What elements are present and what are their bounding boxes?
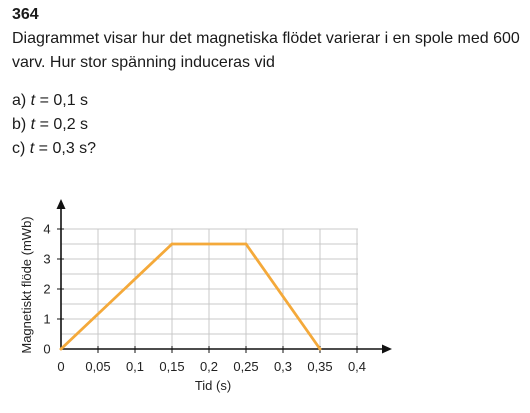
y-tick-label: 2: [43, 281, 51, 297]
x-tick-label: 0,2: [199, 359, 219, 374]
x-axis-label: Tid (s): [194, 378, 232, 393]
y-axis-arrow: [57, 199, 66, 209]
chart-axes: [57, 199, 393, 354]
x-tick-label: 0,05: [85, 359, 111, 374]
question-variable: t: [30, 116, 36, 133]
flux-line: [61, 244, 320, 349]
y-tick-label: 0: [43, 341, 51, 357]
x-tick-label: 0,25: [233, 359, 259, 374]
question-variable: t: [29, 140, 35, 157]
x-tick-label: 0,1: [125, 359, 145, 374]
question-label: b): [12, 116, 31, 133]
problem-number: 364: [12, 6, 39, 23]
y-tick-label: 3: [43, 251, 51, 267]
flux-point: [60, 348, 63, 351]
x-tick-label: 0,35: [307, 359, 333, 374]
flux-point: [171, 243, 174, 246]
x-tick-label: 0,3: [273, 359, 293, 374]
x-tick-label: 0,15: [159, 359, 185, 374]
question-label: a): [12, 92, 31, 109]
chart-grid: [61, 229, 358, 349]
y-axis-label: Magnetiskt flöde (mWb): [19, 216, 34, 354]
flux-point: [319, 348, 322, 351]
question-label: c): [12, 140, 30, 157]
x-tick-label: 0,4: [347, 359, 367, 374]
question-value: = 0,3 s?: [34, 140, 97, 157]
flux-point: [245, 243, 248, 246]
x-tick-label: 0: [57, 359, 65, 374]
question-value: = 0,1 s: [35, 92, 89, 109]
x-axis-arrow: [382, 345, 392, 354]
question-variable: t: [30, 92, 36, 109]
y-tick-label: 1: [43, 311, 51, 327]
y-tick-label: 4: [43, 221, 51, 237]
question-value: = 0,2 s: [35, 116, 89, 133]
problem-text: Diagrammet visar hur det magnetiska flödet varierar i en spole med 600 varv. Hur stor spänning induceras vid: [12, 30, 520, 71]
